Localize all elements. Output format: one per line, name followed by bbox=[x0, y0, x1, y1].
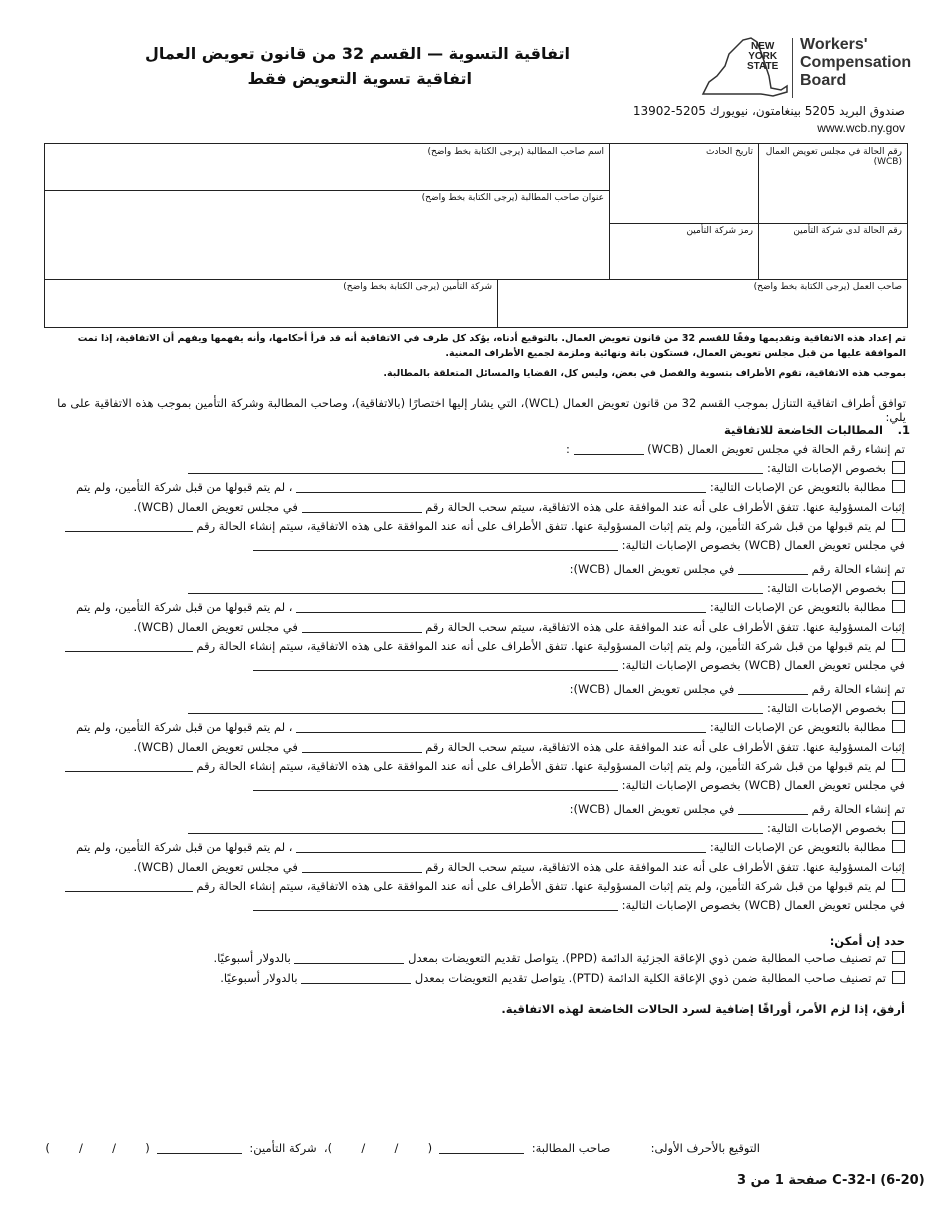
ptd-rate-field[interactable] bbox=[301, 971, 411, 984]
new-case-injuries-field[interactable] bbox=[253, 778, 618, 791]
section-number: 1. bbox=[897, 423, 910, 437]
carrier-code-field[interactable]: رمز شركة التأمين bbox=[686, 226, 753, 236]
claim-checkbox[interactable] bbox=[892, 720, 905, 733]
ppd-rate-field[interactable] bbox=[294, 951, 404, 964]
new-case-option: لم يتم قبولها من قبل شركة التأمين، ولم يتم إثبات المسؤولية عنها. تتفق الأطراف على أنه عند الموافقة على هذه الاتفاقية، سيتم إنشاء الحالة رقم bbox=[45, 758, 905, 774]
new-case-injuries-field[interactable] bbox=[253, 538, 618, 551]
initials-row: التوقيع بالأحرف الأولى: صاحب المطالبة: ( / / )، شركة التأمين: ( / / ) bbox=[45, 1141, 760, 1155]
claim-info-grid bbox=[44, 143, 908, 328]
injuries-option: بخصوص الإصابات التالية: bbox=[45, 820, 905, 836]
website-link[interactable]: www.wcb.ny.gov bbox=[817, 121, 905, 135]
ppd-option: تم تصنيف صاحب المطالبة ضمن ذوي الإعاقة الجزئية الدائمة (PPD). يتواصل تقديم التعويضات بمعدل بالدولار أسبوعيًا. bbox=[45, 950, 905, 966]
injuries-option: بخصوص الإصابات التالية: bbox=[45, 580, 905, 596]
new-case-injuries-field[interactable] bbox=[253, 898, 618, 911]
claimant-initials-field[interactable] bbox=[439, 1141, 524, 1154]
new-case-number-field[interactable] bbox=[65, 759, 193, 772]
case-number-field[interactable] bbox=[738, 562, 808, 575]
case-number-field[interactable] bbox=[738, 682, 808, 695]
claim-injuries-field[interactable] bbox=[296, 720, 706, 733]
injuries-field[interactable] bbox=[188, 581, 763, 594]
new-case-option: لم يتم قبولها من قبل شركة التأمين، ولم يتم إثبات المسؤولية عنها. تتفق الأطراف على أنه عند الموافقة على هذه الاتفاقية، سيتم إنشاء الحالة رقم bbox=[45, 518, 905, 534]
claim-option-cont: إثبات المسؤولية عنها. تتفق الأطراف على أنه عند الموافقة على هذه الاتفاقية، سيتم سحب الحالة رقم في مجلس تعويض العمال (WCB). bbox=[133, 499, 905, 514]
injuries-field[interactable] bbox=[188, 821, 763, 834]
injuries-option: بخصوص الإصابات التالية: bbox=[45, 460, 905, 476]
initials-label: التوقيع بالأحرف الأولى: bbox=[650, 1141, 760, 1155]
injuries-field[interactable] bbox=[188, 461, 763, 474]
logo-board-name: Workers' Compensation Board bbox=[800, 36, 912, 89]
intro-paragraph-scope: بموجب هذه الاتفاقية، تقوم الأطراف بتسوية والفصل في بعض، وليس كل، القضايا والمسائل المتعلقة بالمطالبة. bbox=[383, 368, 906, 379]
logo-divider bbox=[792, 38, 793, 98]
new-case-checkbox[interactable] bbox=[892, 519, 905, 532]
intro-paragraph: تم إعداد هذه الاتفاقية وتقديمها وفقًا للقسم 32 من قانون تعويض العمال. بالتوقيع أدناه، يؤكد كل طرف في الاتفاقية أنه قد قرأ أحكامها، وأنه يفهمها ويفهم أن الاتفاقية، إذا تمت الموافقة عليها من قبل مجلس تعويض العمال، فستكون باتة ونهائية وملزمة لجميع الأطراف المعنية. bbox=[77, 333, 906, 359]
withdraw-case-field[interactable] bbox=[302, 620, 422, 633]
claim-injuries-field[interactable] bbox=[296, 600, 706, 613]
ptd-option: تم تصنيف صاحب المطالبة ضمن ذوي الإعاقة الكلية الدائمة (PTD). يتواصل تقديم التعويضات بمعدل بالدولار أسبوعيًا. bbox=[45, 970, 905, 986]
new-case-checkbox[interactable] bbox=[892, 759, 905, 772]
intro-paragraph-parties: توافق أطراف اتفاقية التنازل بموجب القسم 32 من قانون تعويض العمال (WCL)، التي يشار إليها اختصارًا (بالاتفاقية)، وصاحب المطالبة وشركة التأمين بموجب هذه الاتفاقية على ما يلي: bbox=[57, 396, 906, 424]
accident-date-field[interactable]: تاريخ الحادث bbox=[705, 147, 753, 157]
page-subtitle: اتفاقية تسوية التعويض فقط bbox=[247, 69, 472, 88]
new-case-option: لم يتم قبولها من قبل شركة التأمين، ولم يتم إثبات المسؤولية عنها. تتفق الأطراف على أنه عند الموافقة على هذه الاتفاقية، سيتم إنشاء الحالة رقم bbox=[45, 878, 905, 894]
new-case-option: لم يتم قبولها من قبل شركة التأمين، ولم يتم إثبات المسؤولية عنها. تتفق الأطراف على أنه عند الموافقة على هذه الاتفاقية، سيتم إنشاء الحالة رقم bbox=[45, 638, 905, 654]
case-number-field[interactable] bbox=[574, 442, 644, 455]
claim-checkbox[interactable] bbox=[892, 840, 905, 853]
withdraw-case-field[interactable] bbox=[302, 740, 422, 753]
injuries-checkbox[interactable] bbox=[892, 821, 905, 834]
form-number: C-32-I (6-20) bbox=[832, 1173, 925, 1188]
mailing-address: صندوق البريد 5205 بينغامتون، نيويورك 5205-13902 bbox=[632, 104, 905, 118]
injuries-checkbox[interactable] bbox=[892, 461, 905, 474]
withdraw-case-field[interactable] bbox=[302, 500, 422, 513]
case-number-field[interactable] bbox=[738, 802, 808, 815]
wcb-case-number-field[interactable]: رقم الحالة في مجلس تعويض العمال (WCB) bbox=[765, 147, 902, 167]
new-case-checkbox[interactable] bbox=[892, 879, 905, 892]
employer-field[interactable]: صاحب العمل (يرجى الكتابة بخط واضح) bbox=[753, 282, 902, 292]
new-case-option-cont: في مجلس تعويض العمال (WCB) بخصوص الإصابات التالية: bbox=[45, 657, 905, 673]
carrier-initials-label: شركة التأمين: bbox=[249, 1141, 317, 1155]
claimant-initials-label: صاحب المطالبة: bbox=[531, 1141, 611, 1155]
new-case-option-cont: في مجلس تعويض العمال (WCB) بخصوص الإصابات التالية: bbox=[45, 897, 905, 913]
new-case-number-field[interactable] bbox=[65, 879, 193, 892]
case-block-header: تم إنشاء رقم الحالة في مجلس تعويض العمال (WCB) : bbox=[565, 442, 905, 456]
new-case-checkbox[interactable] bbox=[892, 639, 905, 652]
injuries-checkbox[interactable] bbox=[892, 581, 905, 594]
ppd-checkbox[interactable] bbox=[892, 951, 905, 964]
ptd-checkbox[interactable] bbox=[892, 971, 905, 984]
claim-option-cont: إثبات المسؤولية عنها. تتفق الأطراف على أنه عند الموافقة على هذه الاتفاقية، سيتم سحب الحالة رقم في مجلس تعويض العمال (WCB). bbox=[133, 859, 905, 874]
claim-checkbox[interactable] bbox=[892, 480, 905, 493]
claimant-address-field[interactable]: عنوان صاحب المطالبة (يرجى الكتابة بخط واضح) bbox=[421, 193, 604, 203]
section-title: المطالبات الخاضعة للاتفاقية bbox=[723, 423, 883, 437]
claim-option: مطالبة بالتعويض عن الإصابات التالية: ، لم يتم قبولها من قبل شركة التأمين، ولم يتم bbox=[45, 479, 905, 495]
carrier-case-number-field[interactable]: رقم الحالة لدى شركة التأمين bbox=[793, 226, 902, 236]
new-case-number-field[interactable] bbox=[65, 639, 193, 652]
new-case-number-field[interactable] bbox=[65, 519, 193, 532]
case-block-header: تم إنشاء الحالة رقم في مجلس تعويض العمال (WCB): bbox=[569, 802, 905, 816]
carrier-field[interactable]: شركة التأمين (يرجى الكتابة بخط واضح) bbox=[343, 282, 492, 292]
claim-option-cont: إثبات المسؤولية عنها. تتفق الأطراف على أنه عند الموافقة على هذه الاتفاقية، سيتم سحب الحالة رقم في مجلس تعويض العمال (WCB). bbox=[133, 619, 905, 634]
new-case-option-cont: في مجلس تعويض العمال (WCB) بخصوص الإصابات التالية: bbox=[45, 537, 905, 553]
page-title: اتفاقية التسوية — القسم 32 من قانون تعويض العمال bbox=[145, 44, 570, 63]
section1-heading bbox=[45, 422, 910, 438]
section2-heading: حدد إن أمكن: bbox=[829, 934, 905, 948]
claim-injuries-field[interactable] bbox=[296, 840, 706, 853]
page-number: صفحة 1 من 3 bbox=[737, 1173, 828, 1188]
claim-option-cont: إثبات المسؤولية عنها. تتفق الأطراف على أنه عند الموافقة على هذه الاتفاقية، سيتم سحب الحالة رقم في مجلس تعويض العمال (WCB). bbox=[133, 739, 905, 754]
carrier-initials-field[interactable] bbox=[157, 1141, 242, 1154]
attach-note: أرفق، إذا لزم الأمر، أوراقًا إضافية لسرد الحالات الخاضعة لهذه الاتفاقية. bbox=[501, 1002, 905, 1016]
claim-checkbox[interactable] bbox=[892, 600, 905, 613]
claim-injuries-field[interactable] bbox=[296, 480, 706, 493]
injuries-option: بخصوص الإصابات التالية: bbox=[45, 700, 905, 716]
claimant-name-field[interactable]: اسم صاحب المطالبة (يرجى الكتابة بخط واضح) bbox=[427, 147, 604, 157]
injuries-checkbox[interactable] bbox=[892, 701, 905, 714]
injuries-field[interactable] bbox=[188, 701, 763, 714]
claim-option: مطالبة بالتعويض عن الإصابات التالية: ، لم يتم قبولها من قبل شركة التأمين، ولم يتم bbox=[45, 719, 905, 735]
claim-option: مطالبة بالتعويض عن الإصابات التالية: ، لم يتم قبولها من قبل شركة التأمين، ولم يتم bbox=[45, 839, 905, 855]
page-footer bbox=[737, 1173, 925, 1188]
logo-state-text: NEW YORK STATE bbox=[747, 41, 779, 72]
claim-option: مطالبة بالتعويض عن الإصابات التالية: ، لم يتم قبولها من قبل شركة التأمين، ولم يتم bbox=[45, 599, 905, 615]
case-block-header: تم إنشاء الحالة رقم في مجلس تعويض العمال (WCB): bbox=[569, 682, 905, 696]
new-case-injuries-field[interactable] bbox=[253, 658, 618, 671]
withdraw-case-field[interactable] bbox=[302, 860, 422, 873]
wcb-logo bbox=[695, 36, 925, 102]
new-case-option-cont: في مجلس تعويض العمال (WCB) بخصوص الإصابات التالية: bbox=[45, 777, 905, 793]
case-block-header: تم إنشاء الحالة رقم في مجلس تعويض العمال (WCB): bbox=[569, 562, 905, 576]
